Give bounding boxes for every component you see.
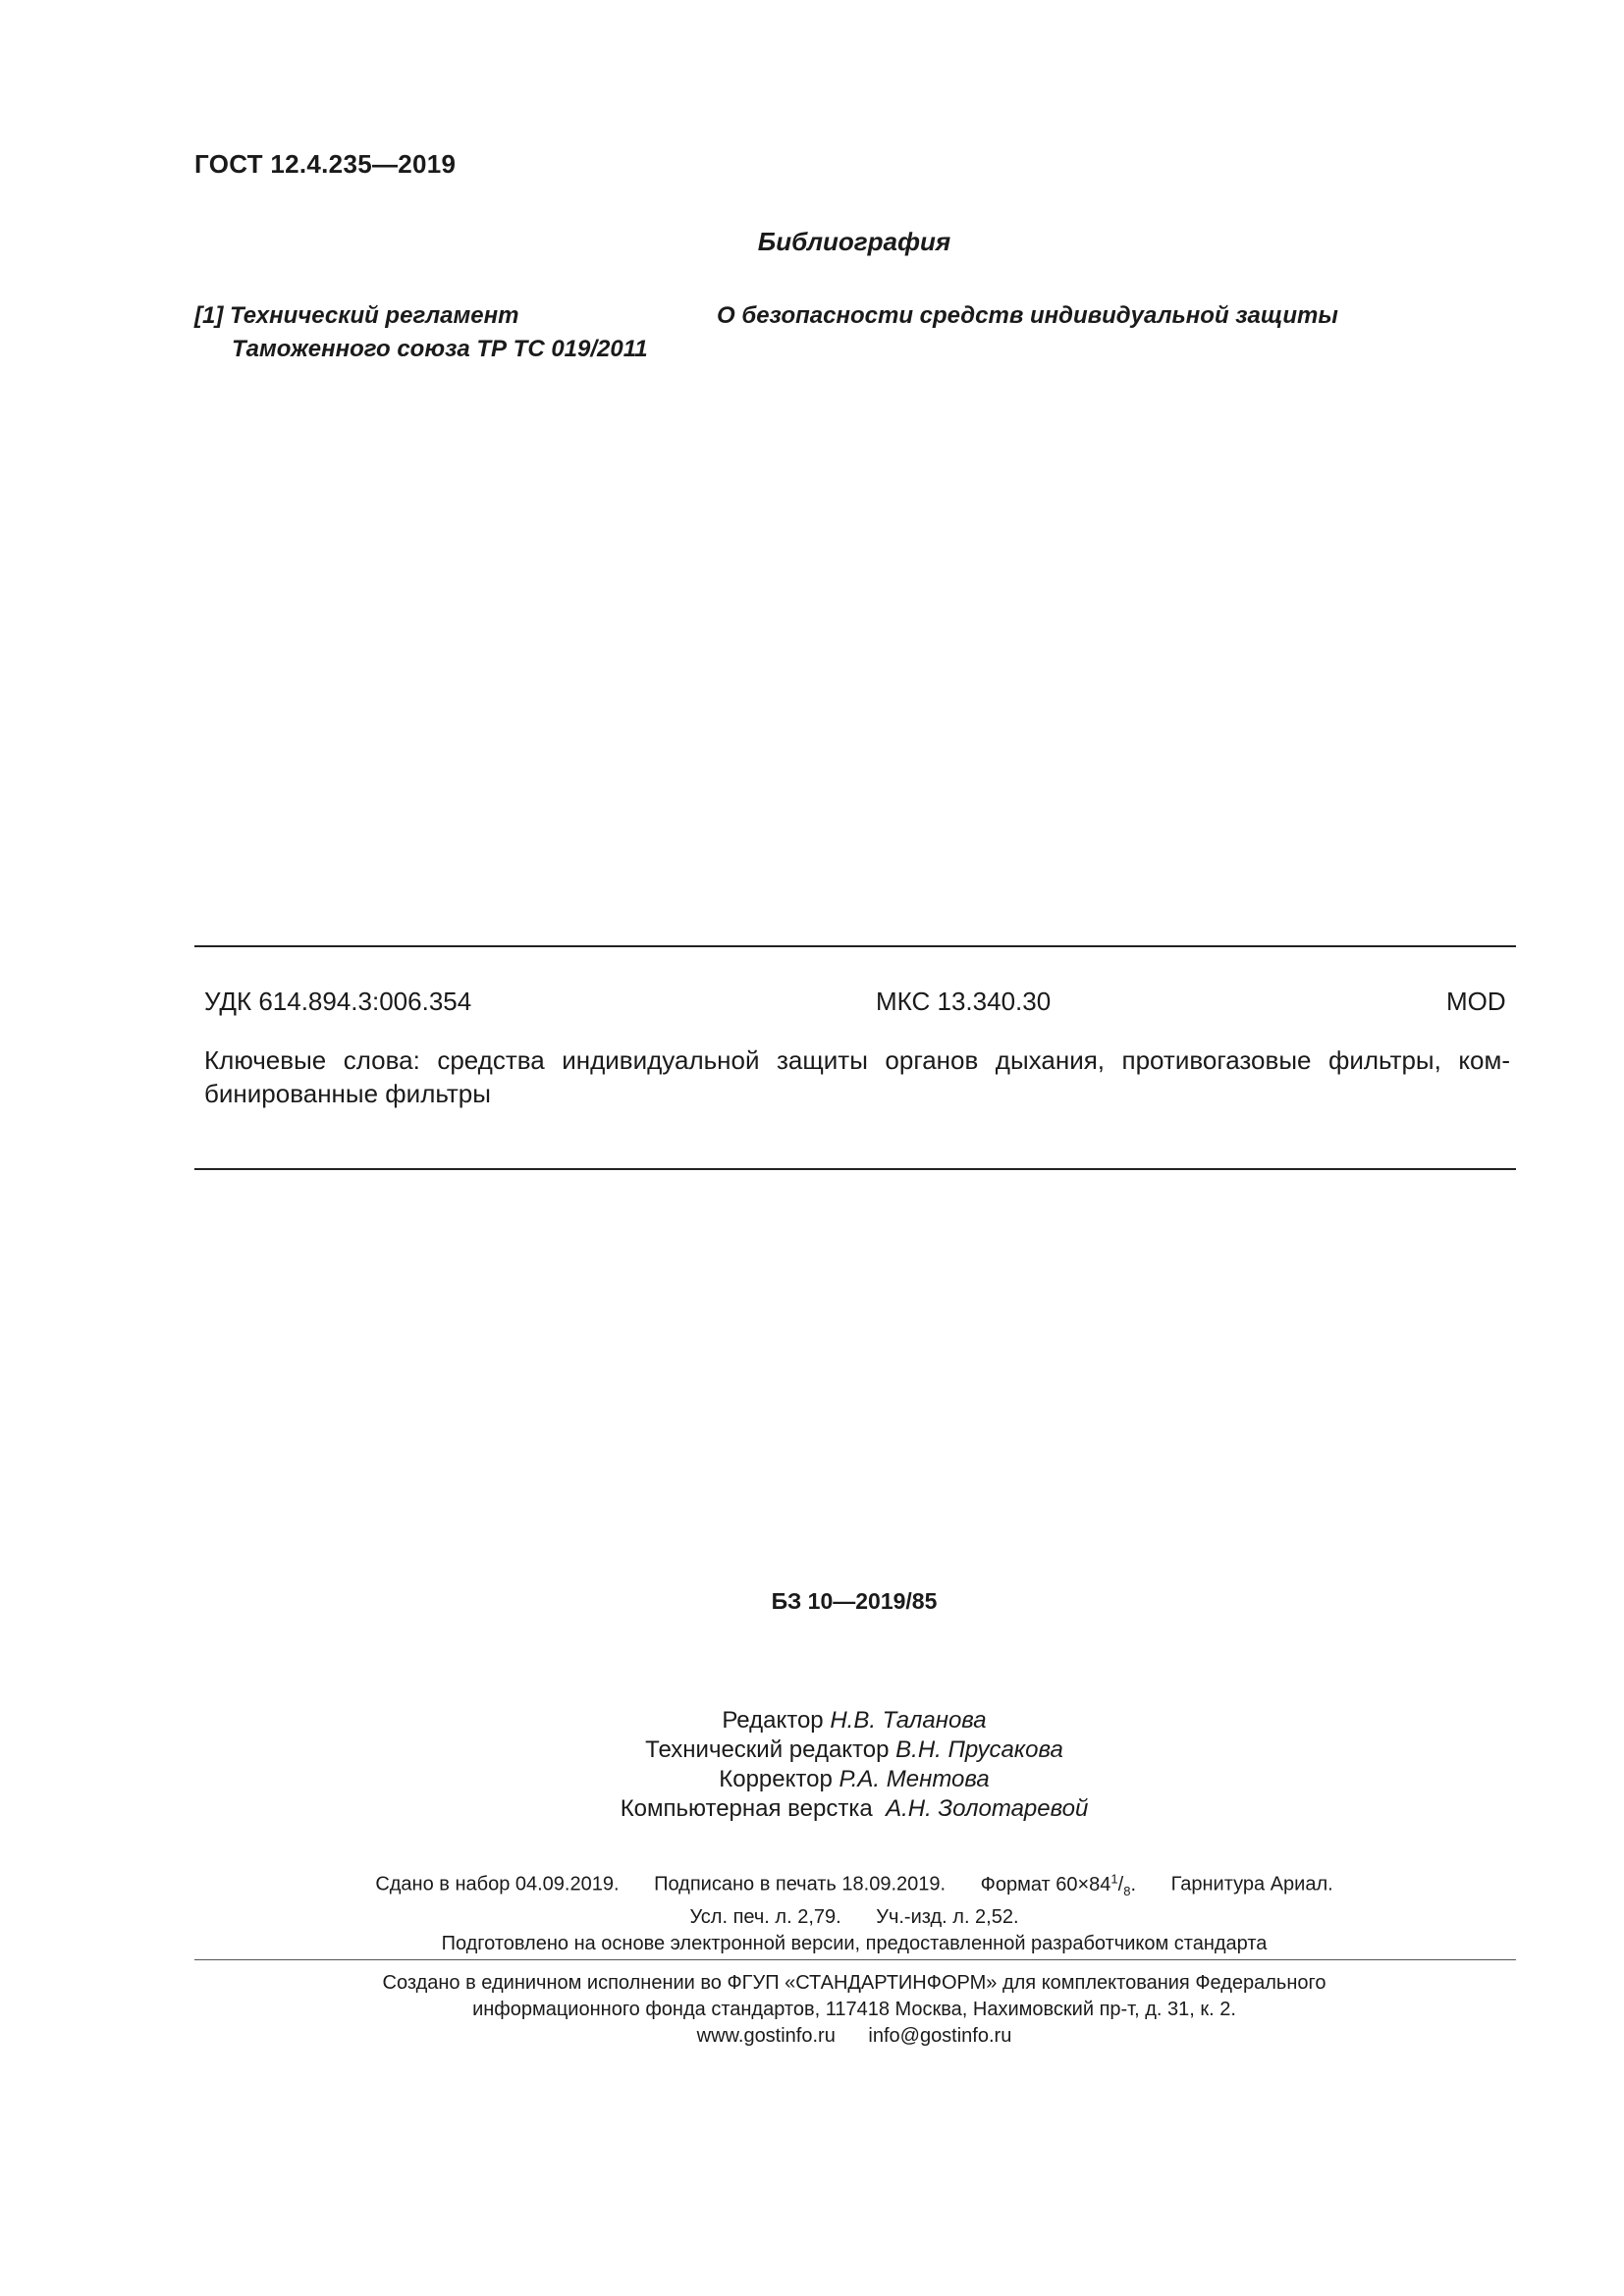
bibliography-title: Библиография	[757, 227, 951, 256]
tech-editor-name: В.Н. Прусакова	[895, 1736, 1063, 1763]
layout-name: А.Н. Золотаревой	[886, 1795, 1089, 1822]
bibliography-ref-doc	[194, 299, 648, 366]
corrector-name: Р.А. Ментова	[839, 1766, 990, 1792]
divider-footer	[194, 1959, 1516, 1960]
ref-doc-line1: Технический регламент	[230, 302, 519, 329]
tech-editor-label: Технический редактор	[645, 1736, 890, 1763]
layout-line	[0, 1794, 1624, 1824]
corrector-line	[0, 1765, 1624, 1794]
footer-line1: Создано в единичном исполнении во ФГУП «СТАНДАРТИНФОРМ» для комплектования Федерального	[382, 1972, 1326, 1994]
website-link[interactable]: www.gostinfo.ru	[696, 2025, 836, 2047]
footer-contacts	[0, 2023, 1624, 2050]
layout-label: Компьютерная верстка	[620, 1795, 873, 1822]
divider-bottom	[194, 1168, 1516, 1170]
publication-info	[0, 1865, 1624, 1957]
prepared-note: Подготовлено на основе электронной версии, предоставленной разработчиком стандарта	[441, 1932, 1268, 1954]
bz-number: БЗ 10—2019/85	[771, 1588, 938, 1614]
tech-editor-line	[0, 1735, 1624, 1765]
signed-date: Подписано в печать 18.09.2019.	[654, 1873, 947, 1896]
email-link[interactable]: info@gostinfo.ru	[868, 2025, 1012, 2047]
editor-line	[0, 1706, 1624, 1735]
udk-code: УДК 614.894.3:006.354	[204, 987, 472, 1016]
ref-title: О безопасности средств индивидуальной защиты	[717, 302, 1338, 329]
format-info: Формат $60\times 84^1/_8$.	[980, 1871, 1136, 1898]
pub-line2	[0, 1904, 1624, 1931]
typeface: Гарнитура Ариал.	[1170, 1873, 1333, 1896]
print-sheets: Усл. печ. л. 2,79.	[689, 1905, 841, 1928]
divider-top	[194, 945, 1516, 947]
editor-label: Редактор	[722, 1707, 824, 1734]
ref-doc-line2: Таможенного союза ТР ТС 019/2011	[232, 336, 648, 362]
staff-block	[0, 1706, 1624, 1824]
corrector-label: Корректор	[719, 1766, 833, 1792]
document-code: ГОСТ 12.4.235—2019	[194, 149, 457, 179]
mks-code: МКС 13.340.30	[876, 987, 1052, 1016]
footer	[0, 1970, 1624, 2050]
publ-sheets: Уч.-изд. л. 2,52.	[876, 1905, 1019, 1928]
editor-name: Н.В. Таланова	[830, 1707, 987, 1734]
ref-number: [1]	[194, 302, 224, 329]
mod-label: MOD	[1446, 987, 1506, 1016]
keywords: Ключевые слова: средства индивидуальной защиты органов дыхания, противогазовые фильтры, ком-бинированные фильтры	[204, 1045, 1510, 1108]
footer-line2: информационного фонда стандартов, 117418 Москва, Нахимовский пр-т, д. 31, к. 2.	[472, 1999, 1236, 2020]
typeset-date: Сдано в набор 04.09.2019.	[375, 1873, 620, 1896]
pub-line1	[0, 1865, 1624, 1904]
